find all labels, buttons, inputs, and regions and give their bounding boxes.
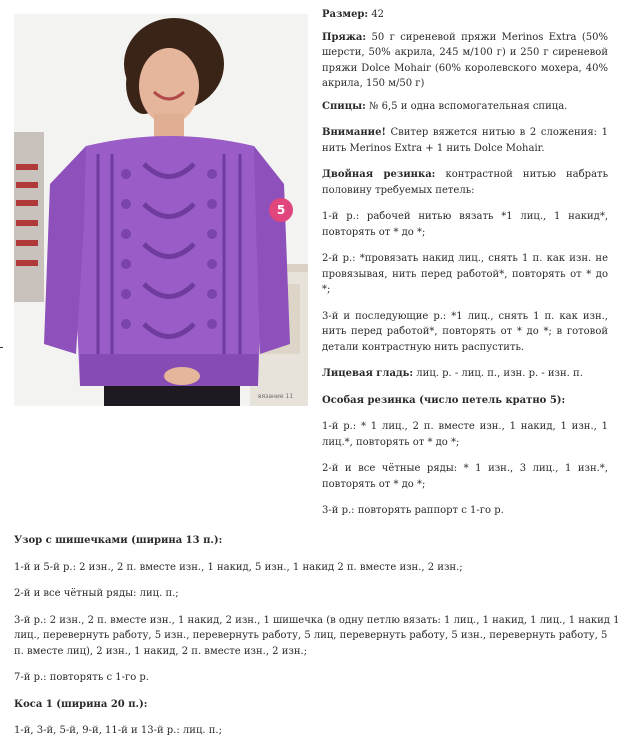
- double-rib-row1: 1-й р.: рабочей нитью вязать *1 лиц., 1 накид*, повторять от * до *;: [322, 211, 608, 238]
- yarn-label: Пряжа:: [322, 31, 367, 43]
- size-label: Размер:: [322, 9, 369, 20]
- size-line: [322, 7, 608, 23]
- yarn-line: [322, 30, 608, 92]
- stockinette-line: [322, 366, 608, 382]
- patterns-section: [14, 533, 620, 750]
- photo-credit: вязание 11: [258, 393, 294, 400]
- bobble-pattern-title-text: Узор с шишечками (ширина 13 п.):: [14, 535, 223, 546]
- margin-mark: [0, 347, 3, 348]
- double-rib-intro-text: контрастной нитью набрать половину требуемых петель:: [322, 169, 609, 196]
- cable1-title-text: Коса 1 (ширина 20 п.):: [14, 698, 148, 710]
- special-rib-title: [322, 393, 608, 409]
- sweater-illustration: [14, 14, 308, 406]
- double-rib-row3: 3-й и последующие р.: *1 лиц., снять 1 п. как изн., нить перед работой*, повторять от * до *; в готовой детали контрастную нить распустить.: [322, 310, 608, 353]
- bobble-row7: 7-й р.: повторять с 1-го р.: [14, 672, 149, 683]
- attention-value: Свитер вяжется нитью в 2 сложения: 1 нить Merinos Extra + 1 нить Dolce Mohair.: [322, 127, 608, 154]
- bobble-row1: 1-й и 5-й р.: 2 изн., 2 п. вместе изн., 1 накид, 5 изн., 1 накид 2 п. вместе изн., 2 изн.;: [14, 561, 463, 573]
- attention-label: Внимание!: [322, 127, 386, 138]
- special-rib-row2: 2-й и все чётные ряды: * 1 изн., 3 лиц., 1 изн.*, повторять от * до *;: [322, 463, 608, 490]
- double-rib-label: Двойная резинка:: [322, 169, 436, 180]
- double-rib-intro: [322, 167, 608, 198]
- attention-line: [322, 125, 608, 156]
- cable1-row1: 1-й, 3-й, 5-й, 9-й, 11-й и 13-й р.: лиц. п.;: [14, 725, 222, 736]
- needles-label: Спицы:: [322, 100, 366, 112]
- needles-value: № 6,5 и одна вспомогательная спица.: [369, 100, 568, 112]
- bobble-row3: 3-й р.: 2 изн., 2 п. вместе изн., 1 накид, 2 изн., 1 шишечка (в одну петлю вязать: 1 лиц., 1 накид, 1 лиц., 1 накид 1 лиц., перевернуть работу, 5 изн., перевернуть работу, 5 лиц, перевернуть работу, 5 изн., перевернуть работу, 5 п. вместе лиц), 2 изн., 1 накид, 2 п. вместе изн., 2 изн.;: [14, 614, 620, 657]
- bobble-row2: 2-й и все чётный ряды: лиц. п.;: [14, 588, 179, 599]
- special-rib-row3: 3-й р.: повторять раппорт с 1-го р.: [322, 505, 504, 516]
- needles-line: [322, 99, 608, 115]
- special-rib-title-text: Особая резинка (число петель кратно 5):: [322, 394, 566, 406]
- instructions-column: [322, 7, 608, 530]
- sweater-photo: [14, 14, 308, 406]
- cable1-title: [14, 697, 620, 713]
- special-rib-row1: 1-й р.: * 1 лиц., 2 п. вместе изн., 1 накид, 1 изн., 1 лиц.*, повторять от * до *;: [322, 421, 608, 448]
- double-rib-row2: 2-й р.: *провязать накид лиц., снять 1 п. как изн. не провязывая, нить перед работой*, повторять от * до *;: [322, 253, 608, 295]
- stockinette-value: лиц. р. - лиц. п., изн. р. - изн. п.: [416, 368, 583, 379]
- yarn-value: 50 г сиреневой пряжи Merinos Extra (50% шерсти, 50% акрила, 245 м/100 г) и 250 г сиреневой пряжи Dolce Mohair (60% королевского мохера, 40% акрила, 150 м/50 г): [322, 31, 608, 89]
- page-number-badge: 5: [269, 198, 293, 222]
- stockinette-label: Лицевая гладь:: [322, 368, 414, 379]
- bobble-pattern-title: [14, 533, 620, 549]
- size-value: 42: [371, 9, 385, 20]
